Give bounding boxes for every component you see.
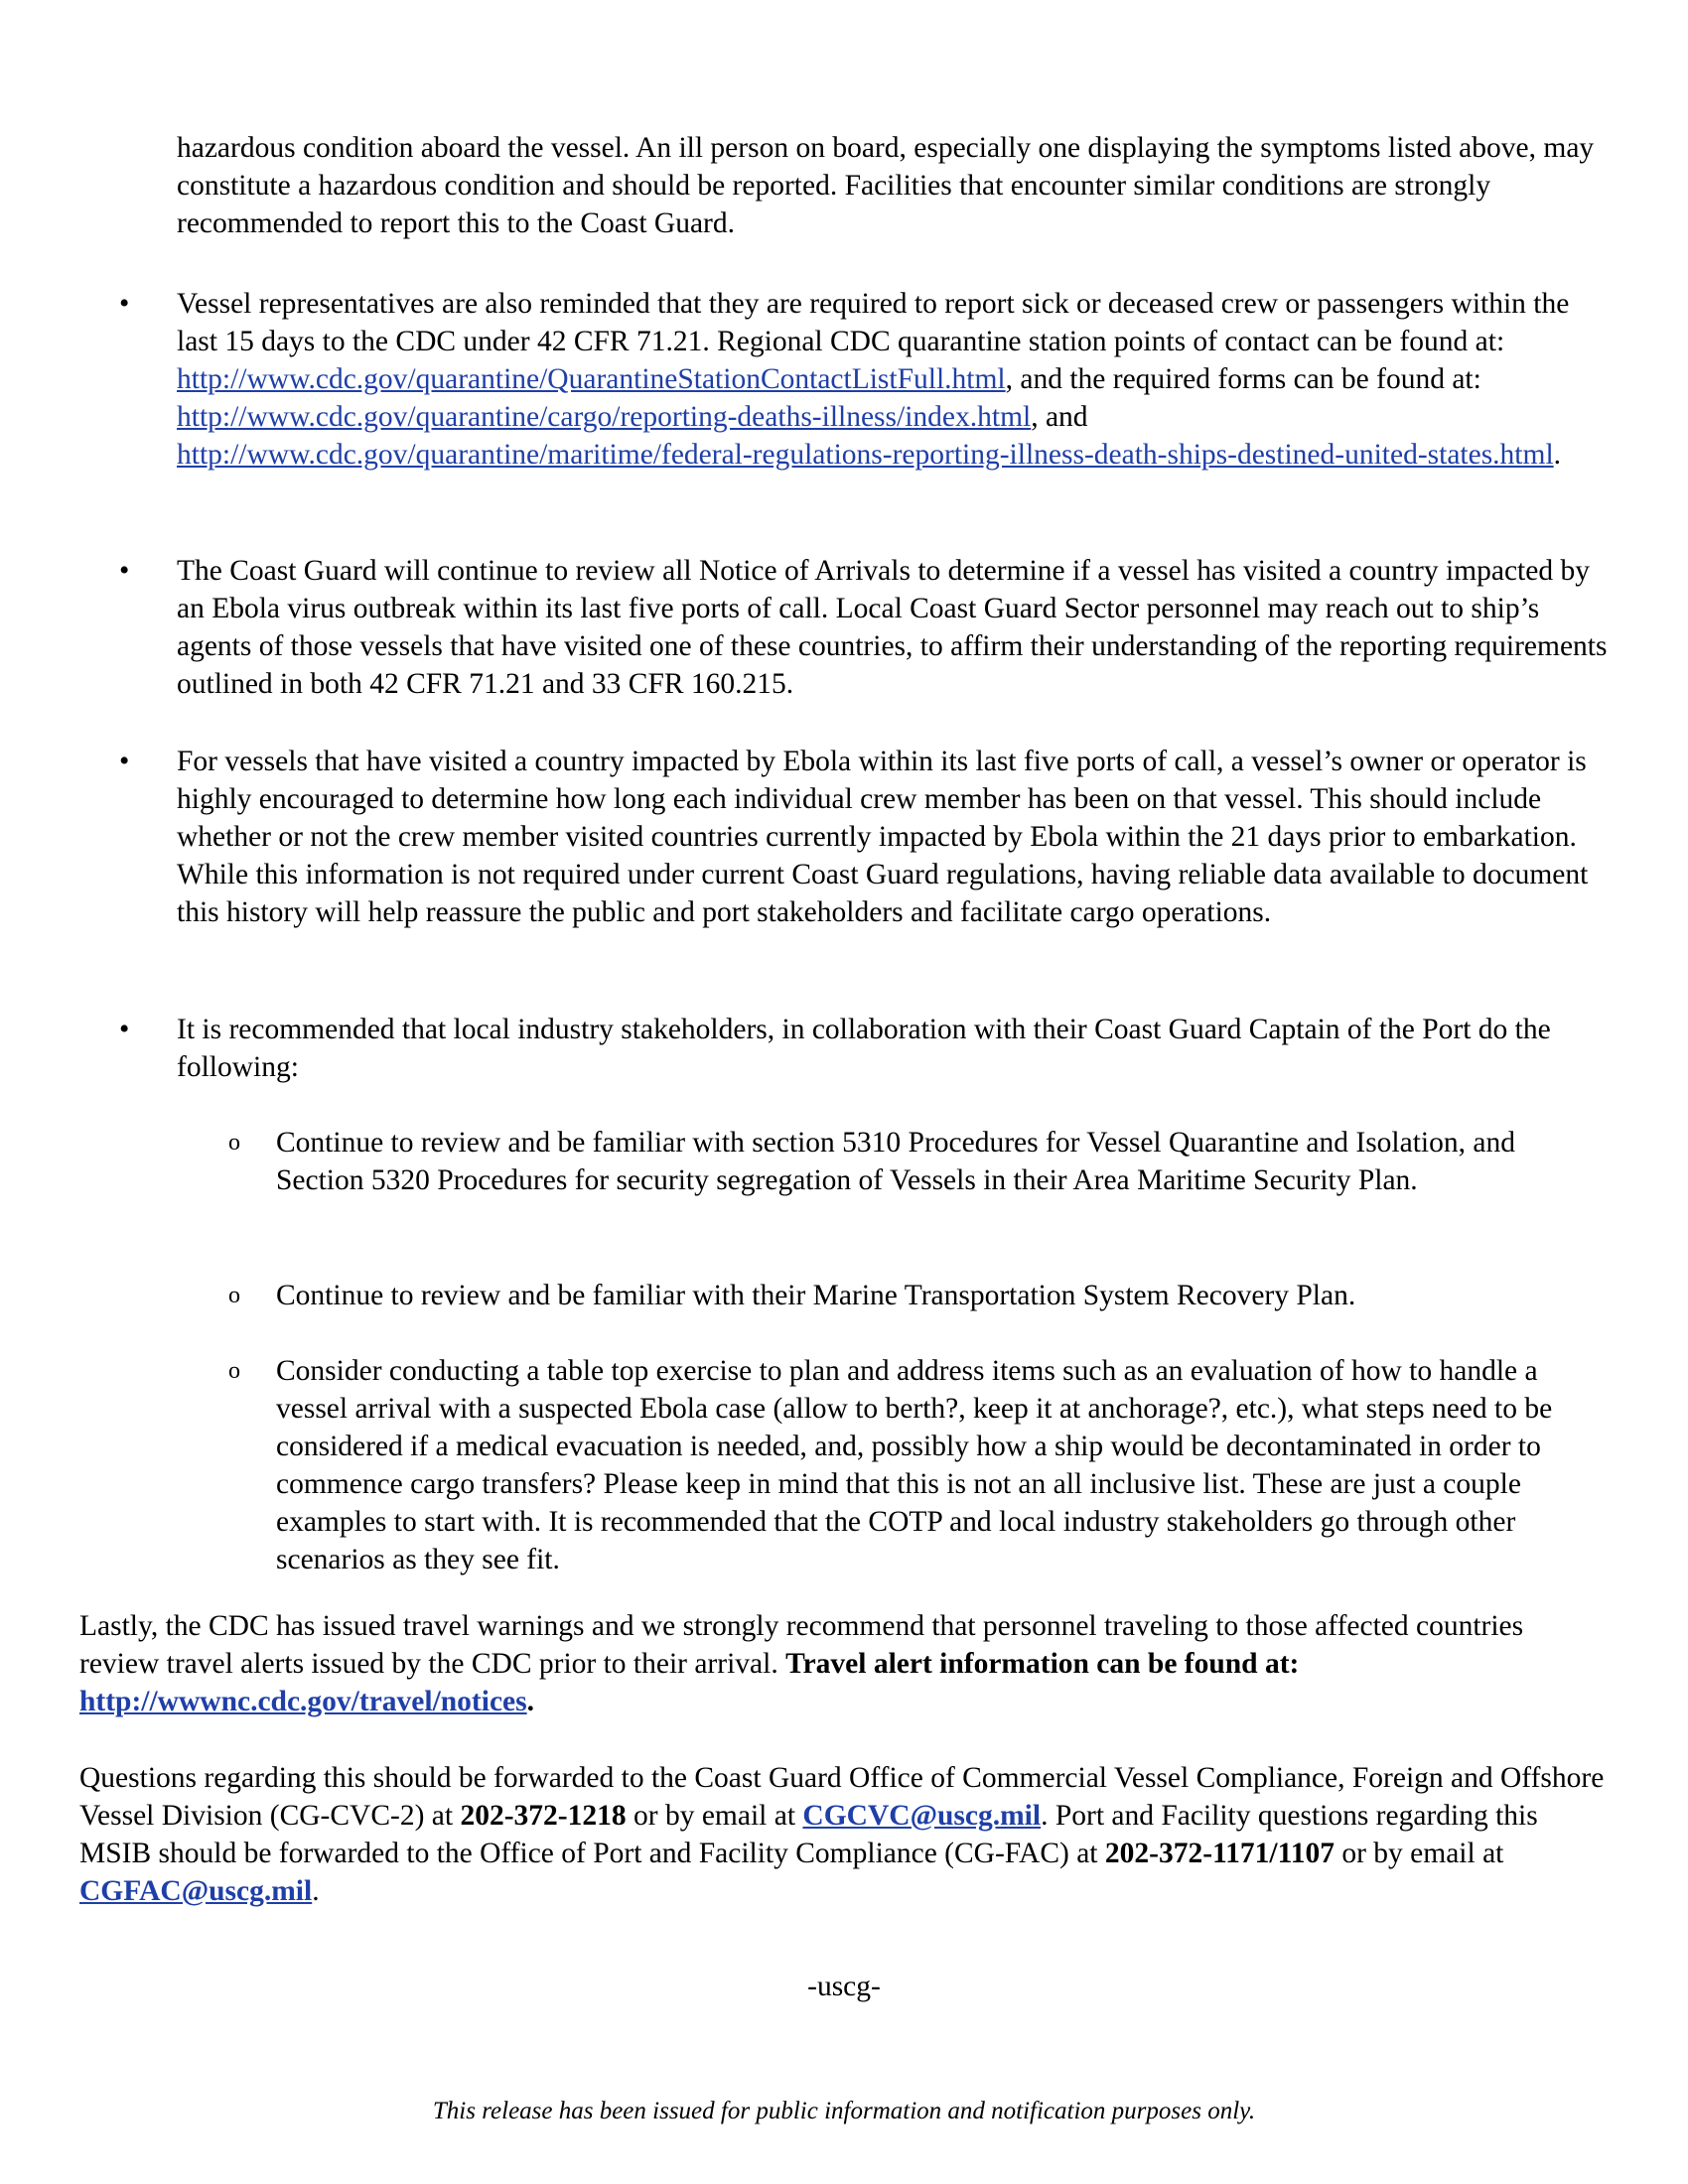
fac-phone: 202-372-1171/1107 xyxy=(1104,1838,1335,1869)
sub-bullet-icon: o xyxy=(228,1283,240,1308)
bullet-icon: • xyxy=(119,288,130,320)
footer-disclaimer: This release has been issued for public information and notification purposes only. xyxy=(432,2098,1256,2124)
reporting-forms-link[interactable]: http://www.cdc.gov/quarantine/cargo/reporting-deaths-illness/index.html xyxy=(177,401,1032,433)
bullet-body: The Coast Guard will continue to review all Notice of Arrivals to determine if a vessel has visited a country impacted by an Ebola virus outbreak within its last five ports of call. Local Coast Guard Sector personnel may reach out to ship’s agents of those vessels that have visited one of these countries, to affirm their understanding of the reporting requirements outlined in both 42 CFR 71.21 and 33 CFR 160.215. xyxy=(177,555,1608,700)
sub-bullet-icon: o xyxy=(228,1130,240,1156)
sub-item-body: Continue to review and be familiar with section 5310 Procedures for Vessel Quarantine and Isolation, and Section 5320 Procedures for security segregation of Vessels in their Area Maritime Security Plan. xyxy=(276,1127,1515,1196)
travel-warnings-paragraph: Lastly, the CDC has issued travel warnings and we strongly recommend that personnel traveling to those affected countries review travel alerts issued by the CDC prior to their arrival. Travel alert information can be found at: http://wwwnc.cdc.gov/travel/notices. xyxy=(79,1610,1524,1717)
bullet-body: It is recommended that local industry stakeholders, in collaboration with their Coast Guard Captain of the Port do the following: xyxy=(177,1014,1551,1083)
travel-notices-link[interactable]: http://wwwnc.cdc.gov/travel/notices xyxy=(79,1686,527,1717)
sub-bullet-icon: o xyxy=(228,1358,240,1384)
maritime-regulations-link[interactable]: http://www.cdc.gov/quarantine/maritime/federal-regulations-reporting-illness-death-ships-destined-united-states.html xyxy=(177,439,1554,471)
cvc-phone: 202-372-1218 xyxy=(460,1800,627,1832)
questions-paragraph: Questions regarding this should be forwarded to the Coast Guard Office of Commercial Vessel Compliance, Foreign and Offshore Vessel Division (CG-CVC-2) at 202-372-1218 or by email at CGCVC@uscg.mil. Port and Facility questions regarding this MSIB should be forwarded to the Office of Port and Facility Compliance (CG-FAC) at 202-372-1171/1107 or by email at CGFAC@uscg.mil. xyxy=(79,1762,1605,1907)
bullet-body: For vessels that have visited a country impacted by Ebola within its last five ports of call, a vessel’s owner or operator is highly encouraged to determine how long each individual crew member has been on that vessel. This should include whether or not the crew member visited countries currently impacted by Ebola within the 21 days prior to embarkation. While this information is not required under current Coast Guard regulations, having reliable data available to document this history will help reassure the public and port stakeholders and facilitate cargo operations. xyxy=(177,746,1589,928)
signoff: -uscg- xyxy=(807,1971,881,2002)
sub-item-body: Continue to review and be familiar with their Marine Transportation System Recovery Plan. xyxy=(276,1280,1356,1311)
bullet-icon: • xyxy=(119,1014,130,1045)
quarantine-station-link[interactable]: http://www.cdc.gov/quarantine/QuarantineStationContactListFull.html xyxy=(177,363,1006,395)
bullet-icon: • xyxy=(119,746,130,777)
cgcvc-email-link[interactable]: CGCVC@uscg.mil xyxy=(802,1800,1042,1832)
continued-paragraph: hazardous condition aboard the vessel. An ill person on board, especially one displaying the symptoms listed above, may constitute a hazardous condition and should be reported. Facilities that encounter similar conditions are strongly recommended to report this to the Coast Guard. xyxy=(177,132,1595,239)
cgfac-email-link[interactable]: CGFAC@uscg.mil xyxy=(79,1875,313,1907)
bullet-icon: • xyxy=(119,555,130,587)
sub-item-body: Consider conducting a table top exercise to plan and address items such as an evaluation of how to handle a vessel arrival with a suspected Ebola case (allow to berth?, keep it at anchorage?, etc.), what steps need to be considered if a medical evacuation is needed, and, possibly how a ship would be decontaminated in order to commence cargo transfers? Please keep in mind that this is not an all inclusive list. These are just a couple examples to start with. It is recommended that the COTP and local industry stakeholders go through other scenarios as they see fit. xyxy=(276,1355,1553,1575)
bullet-body: Vessel representatives are also reminded that they are required to report sick or deceased crew or passengers within the last 15 days to the CDC under 42 CFR 71.21. Regional CDC quarantine station points of contact can be found at: http://www.cdc.gov/quarantine/QuarantineStationContactListFull.html, and the required forms can be found at: http://www.cdc.gov/quarantine/cargo/reporting-deaths-illness/index.html, and http://www.cdc.gov/quarantine/maritime/federal-regulations-reporting-illness-death-ships-destined-united-states.html. xyxy=(177,288,1570,471)
